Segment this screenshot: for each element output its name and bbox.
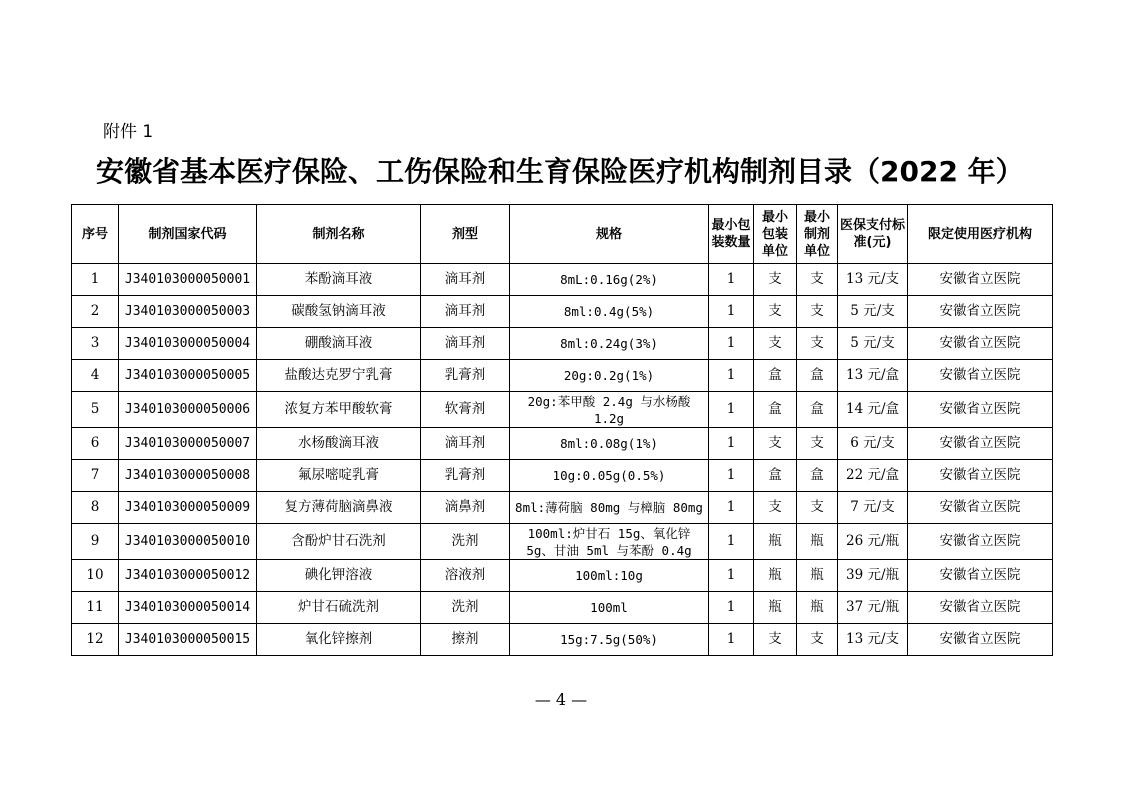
cell-institution: 安徽省立医院 <box>908 492 1053 524</box>
table-row <box>72 624 1053 656</box>
cell-name: 氧化锌擦剂 <box>257 624 421 656</box>
cell-no: 12 <box>72 624 119 656</box>
cell-institution: 安徽省立医院 <box>908 360 1053 392</box>
table-row <box>72 560 1053 592</box>
cell-price: 5 元/支 <box>838 328 908 360</box>
cell-min-unit: 支 <box>797 428 838 460</box>
cell-name: 复方薄荷脑滴鼻液 <box>257 492 421 524</box>
cell-no: 7 <box>72 460 119 492</box>
cell-no: 4 <box>72 360 119 392</box>
cell-min-pack-qty: 1 <box>709 592 754 624</box>
cell-price: 13 元/支 <box>838 624 908 656</box>
cell-no: 6 <box>72 428 119 460</box>
cell-price: 26 元/瓶 <box>838 524 908 560</box>
cell-code: J340103000050010 <box>119 524 257 560</box>
cell-min-unit: 支 <box>797 296 838 328</box>
cell-form: 滴耳剂 <box>421 328 510 360</box>
cell-no: 11 <box>72 592 119 624</box>
column-header-name: 制剂名称 <box>257 205 421 264</box>
column-header-price: 医保支付标准(元) <box>838 205 908 264</box>
cell-min-unit: 盒 <box>797 460 838 492</box>
cell-form: 滴耳剂 <box>421 428 510 460</box>
cell-code: J340103000050015 <box>119 624 257 656</box>
cell-name: 碳酸氢钠滴耳液 <box>257 296 421 328</box>
cell-code: J340103000050014 <box>119 592 257 624</box>
cell-min-unit: 瓶 <box>797 524 838 560</box>
cell-min-pack-qty: 1 <box>709 460 754 492</box>
cell-min-pack-unit: 盒 <box>754 460 797 492</box>
cell-institution: 安徽省立医院 <box>908 264 1053 296</box>
cell-min-pack-unit: 支 <box>754 296 797 328</box>
cell-no: 9 <box>72 524 119 560</box>
column-header-spec: 规格 <box>510 205 709 264</box>
cell-spec: 100ml:炉甘石 15g、氧化锌 5g、甘油 5ml 与苯酚 0.4g <box>510 524 709 560</box>
table-row <box>72 492 1053 524</box>
cell-spec: 8ml:薄荷脑 80mg 与樟脑 80mg <box>510 492 709 524</box>
cell-code: J340103000050007 <box>119 428 257 460</box>
cell-institution: 安徽省立医院 <box>908 392 1053 428</box>
cell-form: 滴鼻剂 <box>421 492 510 524</box>
cell-name: 浓复方苯甲酸软膏 <box>257 392 421 428</box>
cell-spec: 15g:7.5g(50%) <box>510 624 709 656</box>
cell-institution: 安徽省立医院 <box>908 560 1053 592</box>
cell-price: 14 元/盒 <box>838 392 908 428</box>
cell-spec: 100ml <box>510 592 709 624</box>
cell-code: J340103000050006 <box>119 392 257 428</box>
cell-code: J340103000050003 <box>119 296 257 328</box>
cell-form: 软膏剂 <box>421 392 510 428</box>
column-header-no: 序号 <box>72 205 119 264</box>
cell-form: 洗剂 <box>421 524 510 560</box>
cell-min-pack-qty: 1 <box>709 560 754 592</box>
cell-form: 擦剂 <box>421 624 510 656</box>
cell-form: 滴耳剂 <box>421 264 510 296</box>
cell-min-pack-unit: 支 <box>754 428 797 460</box>
cell-min-unit: 盒 <box>797 360 838 392</box>
cell-min-pack-unit: 支 <box>754 492 797 524</box>
cell-min-pack-unit: 盒 <box>754 360 797 392</box>
cell-min-unit: 支 <box>797 264 838 296</box>
column-header-code: 制剂国家代码 <box>119 205 257 264</box>
table-row <box>72 428 1053 460</box>
cell-name: 硼酸滴耳液 <box>257 328 421 360</box>
table-row <box>72 460 1053 492</box>
cell-min-pack-unit: 支 <box>754 264 797 296</box>
cell-min-pack-qty: 1 <box>709 392 754 428</box>
cell-institution: 安徽省立医院 <box>908 524 1053 560</box>
cell-form: 乳膏剂 <box>421 360 510 392</box>
table-row <box>72 328 1053 360</box>
table-row <box>72 592 1053 624</box>
cell-min-pack-qty: 1 <box>709 492 754 524</box>
table-row <box>72 360 1053 392</box>
document-title: 安徽省基本医疗保险、工伤保险和生育保险医疗机构制剂目录（2022 年） <box>96 155 1024 188</box>
catalog-table <box>71 204 1053 656</box>
cell-min-pack-unit: 瓶 <box>754 524 797 560</box>
cell-price: 13 元/盒 <box>838 360 908 392</box>
cell-spec: 8ml:0.4g(5%) <box>510 296 709 328</box>
cell-institution: 安徽省立医院 <box>908 296 1053 328</box>
table-row <box>72 296 1053 328</box>
cell-no: 3 <box>72 328 119 360</box>
attachment-label: 附件 1 <box>103 122 154 142</box>
cell-name: 碘化钾溶液 <box>257 560 421 592</box>
cell-min-pack-qty: 1 <box>709 296 754 328</box>
cell-form: 乳膏剂 <box>421 460 510 492</box>
cell-no: 1 <box>72 264 119 296</box>
table-header-row <box>72 205 1053 264</box>
cell-form: 洗剂 <box>421 592 510 624</box>
cell-min-pack-qty: 1 <box>709 328 754 360</box>
page-number: — 4 — <box>534 690 588 709</box>
cell-price: 37 元/瓶 <box>838 592 908 624</box>
cell-institution: 安徽省立医院 <box>908 460 1053 492</box>
cell-min-unit: 瓶 <box>797 560 838 592</box>
cell-min-pack-qty: 1 <box>709 524 754 560</box>
cell-min-pack-unit: 支 <box>754 328 797 360</box>
cell-name: 苯酚滴耳液 <box>257 264 421 296</box>
cell-spec: 8mL:0.16g(2%) <box>510 264 709 296</box>
cell-institution: 安徽省立医院 <box>908 328 1053 360</box>
cell-price: 22 元/盒 <box>838 460 908 492</box>
cell-no: 10 <box>72 560 119 592</box>
cell-no: 2 <box>72 296 119 328</box>
cell-min-pack-unit: 瓶 <box>754 560 797 592</box>
cell-spec: 8ml:0.08g(1%) <box>510 428 709 460</box>
cell-no: 8 <box>72 492 119 524</box>
cell-name: 盐酸达克罗宁乳膏 <box>257 360 421 392</box>
cell-price: 5 元/支 <box>838 296 908 328</box>
cell-min-pack-qty: 1 <box>709 264 754 296</box>
cell-code: J340103000050004 <box>119 328 257 360</box>
cell-institution: 安徽省立医院 <box>908 428 1053 460</box>
cell-min-pack-qty: 1 <box>709 428 754 460</box>
cell-name: 氟尿嘧啶乳膏 <box>257 460 421 492</box>
table-row <box>72 392 1053 428</box>
cell-min-unit: 支 <box>797 624 838 656</box>
cell-min-pack-qty: 1 <box>709 360 754 392</box>
cell-institution: 安徽省立医院 <box>908 624 1053 656</box>
cell-price: 7 元/支 <box>838 492 908 524</box>
cell-spec: 20g:苯甲酸 2.4g 与水杨酸 1.2g <box>510 392 709 428</box>
cell-min-pack-unit: 盒 <box>754 392 797 428</box>
cell-spec: 8ml:0.24g(3%) <box>510 328 709 360</box>
cell-name: 水杨酸滴耳液 <box>257 428 421 460</box>
cell-code: J340103000050012 <box>119 560 257 592</box>
cell-code: J340103000050001 <box>119 264 257 296</box>
cell-price: 13 元/支 <box>838 264 908 296</box>
cell-price: 6 元/支 <box>838 428 908 460</box>
column-header-min-unit: 最小制剂单位 <box>797 205 838 264</box>
cell-form: 滴耳剂 <box>421 296 510 328</box>
cell-no: 5 <box>72 392 119 428</box>
cell-min-unit: 支 <box>797 492 838 524</box>
cell-code: J340103000050008 <box>119 460 257 492</box>
column-header-form: 剂型 <box>421 205 510 264</box>
table-row <box>72 524 1053 560</box>
column-header-institution: 限定使用医疗机构 <box>908 205 1053 264</box>
cell-code: J340103000050005 <box>119 360 257 392</box>
column-header-min-pack-qty: 最小包装数量 <box>709 205 754 264</box>
cell-min-unit: 瓶 <box>797 592 838 624</box>
cell-min-pack-unit: 支 <box>754 624 797 656</box>
cell-spec: 100ml:10g <box>510 560 709 592</box>
cell-min-pack-unit: 瓶 <box>754 592 797 624</box>
cell-institution: 安徽省立医院 <box>908 592 1053 624</box>
cell-form: 溶液剂 <box>421 560 510 592</box>
cell-name: 含酚炉甘石洗剂 <box>257 524 421 560</box>
cell-name: 炉甘石硫洗剂 <box>257 592 421 624</box>
column-header-min-pack-unit: 最小包装单位 <box>754 205 797 264</box>
cell-spec: 20g:0.2g(1%) <box>510 360 709 392</box>
cell-min-unit: 盒 <box>797 392 838 428</box>
cell-min-unit: 支 <box>797 328 838 360</box>
table-row <box>72 264 1053 296</box>
cell-min-pack-qty: 1 <box>709 624 754 656</box>
cell-spec: 10g:0.05g(0.5%) <box>510 460 709 492</box>
cell-code: J340103000050009 <box>119 492 257 524</box>
cell-price: 39 元/瓶 <box>838 560 908 592</box>
